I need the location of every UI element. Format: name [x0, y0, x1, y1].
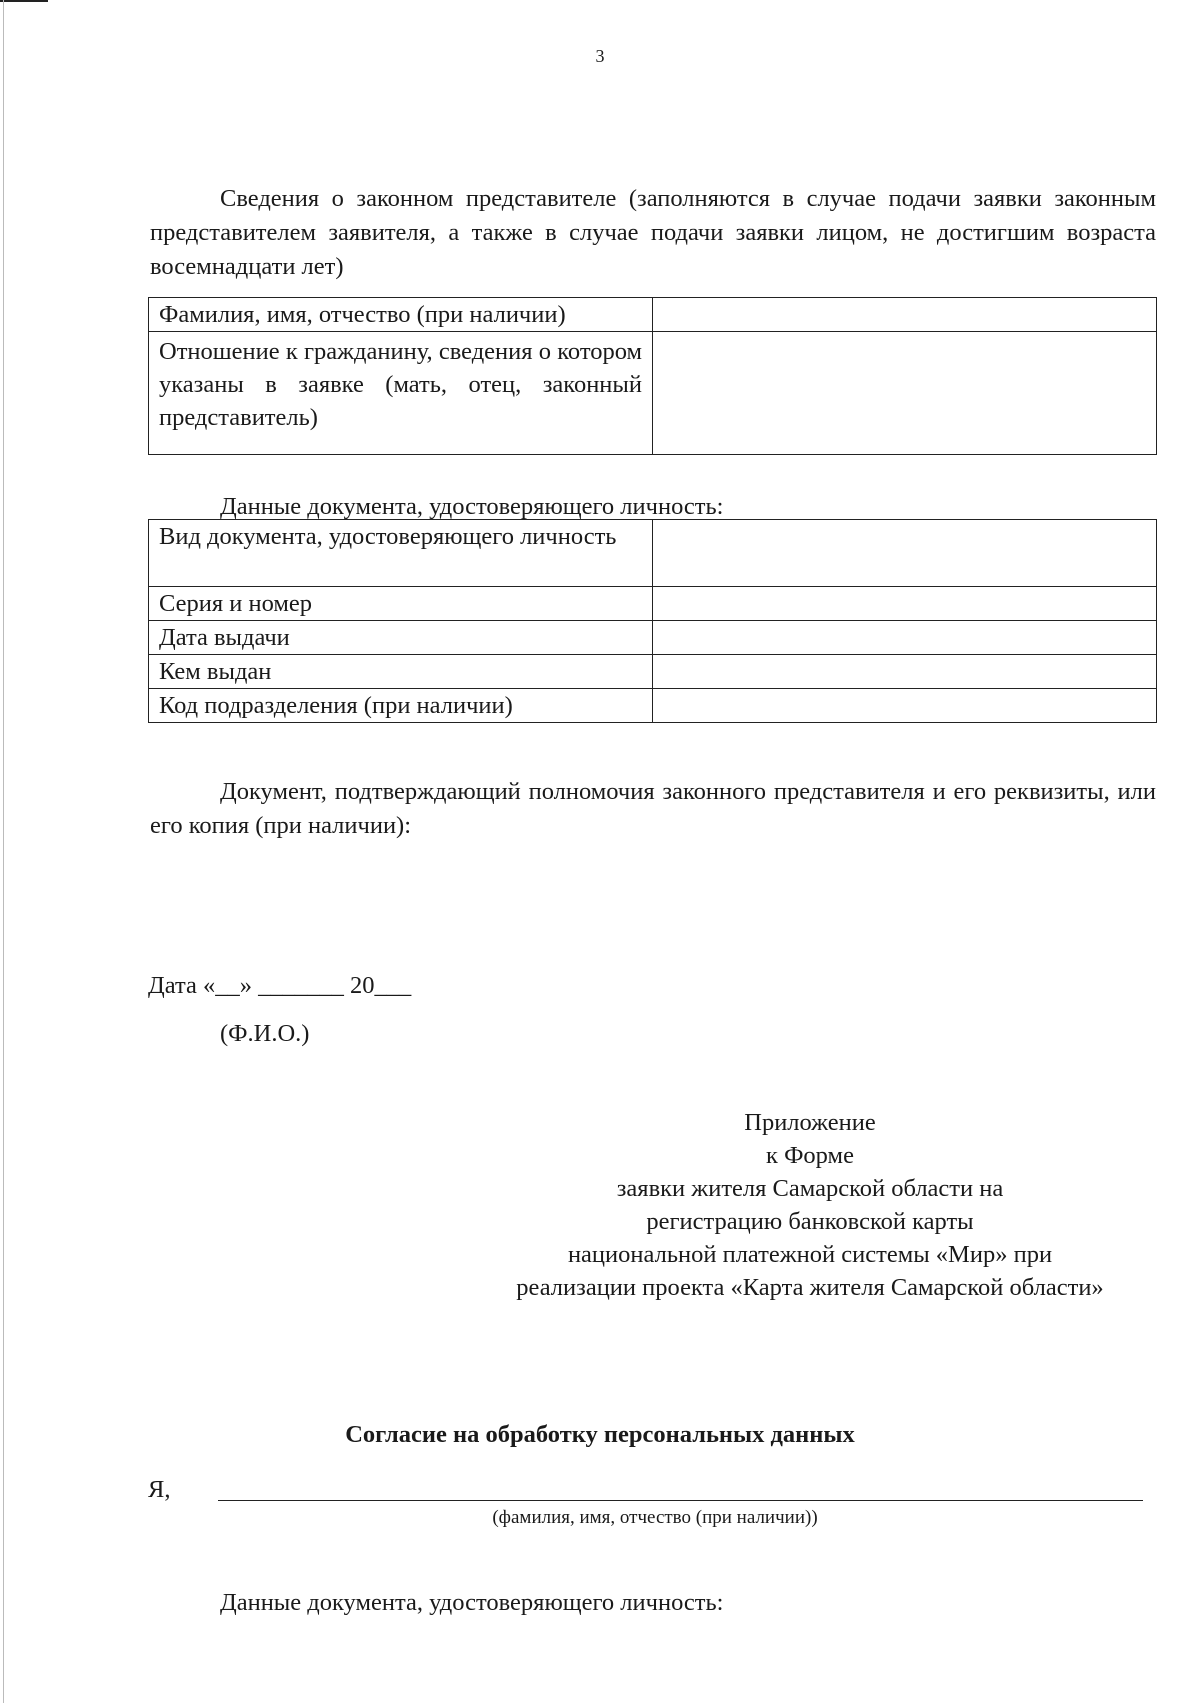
id-doc-type-label: Вид документа, удостоверяющего личность: [149, 520, 653, 587]
consent-id-doc-heading: Данные документа, удостоверяющего личность:: [220, 1589, 724, 1616]
consent-ya-label: Я,: [148, 1476, 171, 1503]
table-row: [149, 332, 1157, 455]
id-division-code-label: Код подразделения (при наличии): [149, 689, 653, 723]
name-fill-line[interactable]: [218, 1500, 1143, 1501]
id-issue-date-value[interactable]: [653, 621, 1157, 655]
id-series-number-value[interactable]: [653, 587, 1157, 621]
appendix-line: регистрацию банковской карты: [646, 1208, 974, 1235]
rep-fio-label: Фамилия, имя, отчество (при наличии): [149, 298, 653, 332]
representative-table: [148, 297, 1157, 455]
table-row: [149, 298, 1157, 332]
rep-relation-value[interactable]: [653, 332, 1157, 455]
name-fill-caption: (фамилия, имя, отчество (при наличии)): [492, 1507, 818, 1528]
rep-relation-label: Отношение к гражданину, сведения о котором указаны в заявке (мать, отец, законный представитель): [149, 332, 653, 455]
table-row: [149, 689, 1157, 723]
appendix-line: Приложение: [744, 1109, 876, 1136]
appendix-line: национальной платежной системы «Мир» при: [567, 1241, 1053, 1268]
appendix-block: [420, 1106, 1200, 1304]
table-row: [149, 587, 1157, 621]
id-series-number-label: Серия и номер: [149, 587, 653, 621]
page-number: 3: [595, 46, 605, 66]
id-issue-date-label: Дата выдачи: [149, 621, 653, 655]
table-row: [149, 520, 1157, 587]
rep-fio-value[interactable]: [653, 298, 1157, 332]
table-row: [149, 655, 1157, 689]
appendix-line: заявки жителя Самарской области на: [616, 1175, 1004, 1202]
representative-intro: Сведения о законном представителе (заполняются в случае подачи заявки законным представителем заявителя, а также в случае подачи заявки лицом, не достигшим возраста восемнадцати лет): [150, 185, 1156, 280]
id-doc-heading: Данные документа, удостоверяющего личность:: [220, 493, 724, 520]
id-issued-by-label: Кем выдан: [149, 655, 653, 689]
fio-label: (Ф.И.О.): [220, 1020, 310, 1047]
scan-corner-mark: [0, 0, 48, 2]
table-row: [149, 621, 1157, 655]
date-line: Дата «__» _______ 20___: [148, 972, 412, 999]
id-doc-type-value[interactable]: [653, 520, 1157, 587]
appendix-line: реализации проекта «Карта жителя Самарской области»: [516, 1274, 1104, 1301]
authority-document-text: Документ, подтверждающий полномочия законного представителя и его реквизиты, или его копия (при наличии):: [150, 778, 1156, 839]
consent-title: Согласие на обработку персональных данных: [345, 1421, 855, 1448]
appendix-line: к Форме: [766, 1142, 854, 1169]
id-document-table: [148, 519, 1157, 723]
id-division-code-value[interactable]: [653, 689, 1157, 723]
id-issued-by-value[interactable]: [653, 655, 1157, 689]
